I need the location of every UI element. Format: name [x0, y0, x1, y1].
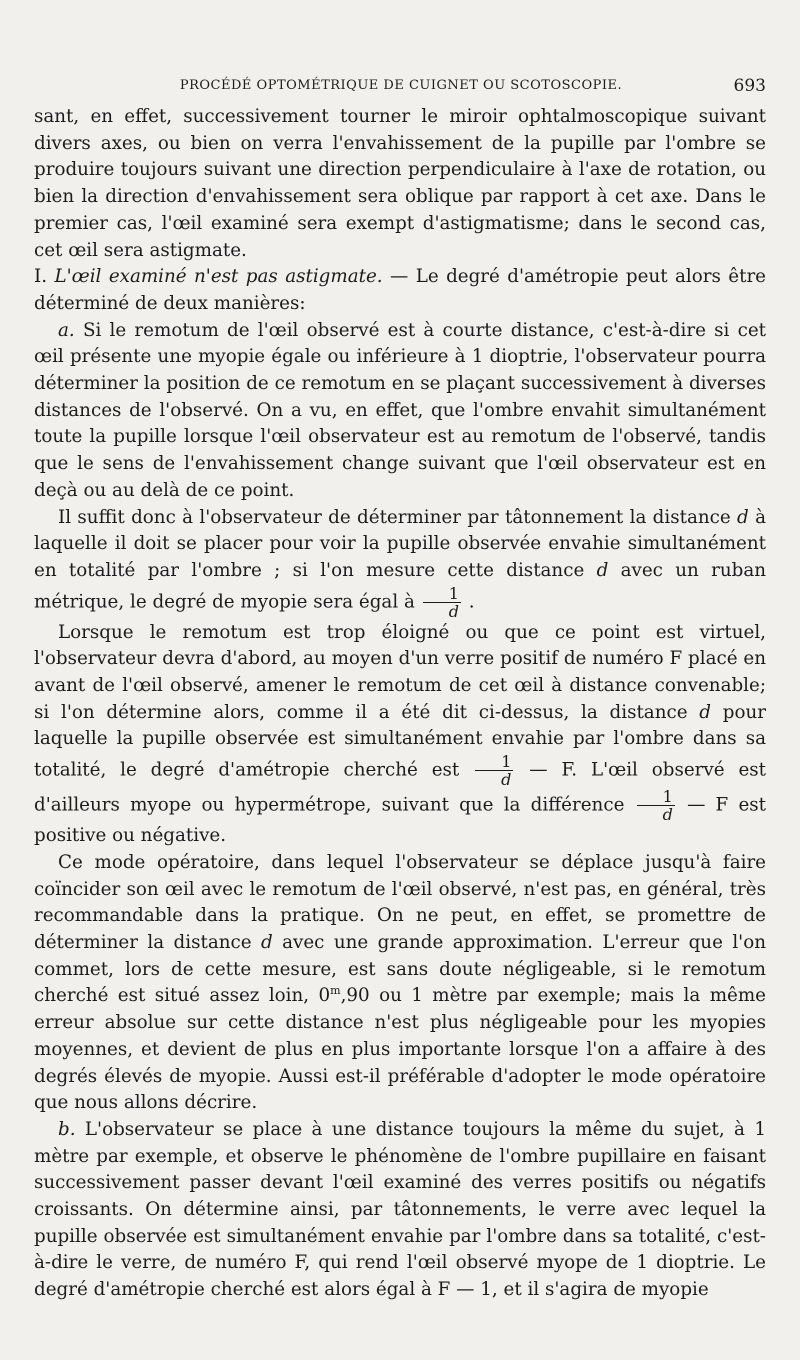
fraction-numerator: 1	[637, 788, 675, 806]
fraction-numerator: 1	[423, 585, 461, 603]
paragraph-5-text-c: — F. L'œil observé est d'ailleurs myope ou hypermétrope, suivant que la différence	[34, 759, 766, 816]
body-text	[34, 104, 766, 1304]
paragraph-4-text-c: avec un ruban métrique, le degré de myopie sera égal à	[34, 559, 766, 613]
variable-d: d	[596, 559, 609, 581]
variable-d: d	[699, 701, 711, 723]
paragraph-4	[34, 505, 766, 620]
paragraph-6-text-c: ,90 ou 1 mètre par exemple; mais la même erreur absolue sur cette distance n'est plus négligeable pour les myopies moyennes, et devient de plus en plus importante lorsque l'on a affaire à des degrés élevés de myopie. Aussi est-il préférable d'adopter le mode opératoire que nous allons décrire.	[34, 985, 767, 1114]
paragraph-6	[34, 850, 766, 1117]
paragraph-7-text: L'observateur se place à une distance toujours la même du sujet, à 1 mètre par exemple, et observe le phénomène de l'ombre pupillaire en faisant successivement passer devant l'œil examiné des verres positifs ou négatifs croissants. On détermine ainsi, par tâtonnements, le verre avec lequel la pupille observée est simultanément envahie par l'ombre dans sa totalité, c'est-à-dire le verre, de numéro F, qui rend l'œil observé myope de 1 dioptrie. Le degré d'amétropie cherché est alors égal à F — 1, et il s'agira de myopie	[34, 1118, 766, 1301]
paragraph-4-text-b: à laquelle il doit se placer pour voir la pupille observée envahie simultanément en totalité par l'ombre ; si l'on mesure cette distance	[34, 506, 766, 581]
paragraph-4-end: .	[462, 591, 475, 613]
paragraph-3-text: Si le remotum de l'œil observé est à courte distance, c'est-à-dire si cet œil présente une myopie égale ou inférieure à 1 dioptrie, l'observateur pourra déterminer la position de ce remotum en se plaçant successivement à diverses distances de l'observé. On a vu, en effet, que l'ombre envahit simultanément toute la pupille lorsque l'œil observateur est au remotum de l'observé, tandis que le sens de l'envahissement change suivant que l'œil observateur est en deçà ou au delà de ce point.	[34, 319, 766, 501]
unit-superscript: m	[330, 984, 341, 998]
page-number: 693	[733, 76, 766, 96]
item-letter-a: a.	[58, 319, 75, 341]
paragraph-1: sant, en effet, successivement tourner le miroir ophtalmoscopique suivant divers axes, ou bien on verra l'envahissement de la pupille par l'ombre se produire toujours suivant une direction perpendiculaire à l'axe de rotation, ou bien la direction d'envahissement sera oblique par rapport à cet axe. Dans le premier cas, l'œil examiné sera exempt d'astigmatisme; dans le second cas, cet œil sera astigmate.	[34, 106, 766, 261]
paragraph-4-text-a: Il suffit donc à l'observateur de déterminer par tâtonnement la distance	[58, 506, 738, 528]
variable-d: d	[737, 506, 749, 528]
paragraph-5	[34, 620, 766, 850]
page-header	[36, 76, 766, 98]
paragraph-6-text-b: avec une grande approximation. L'erreur que l'on commet, lors de cette mesure, est sans doute négligeable, si le remotum cherché est situé assez loin, 0	[34, 931, 766, 1007]
fraction-one-over-d	[637, 788, 675, 823]
paragraph-6-text-a: Ce mode opératoire, dans lequel l'observateur se déplace jusqu'à faire coïncider son œil avec le remotum de l'œil observé, n'est pas, en général, très recommandable dans la pratique. On ne peut, en effet, se promettre de déterminer la distance	[34, 851, 766, 953]
fraction-numerator: 1	[475, 753, 513, 771]
fraction-denominator: d	[501, 770, 512, 790]
running-title: PROCÉDÉ OPTOMÉTRIQUE DE CUIGNET OU SCOTOSCOPIE.	[179, 78, 623, 93]
fraction-denominator: d	[662, 805, 673, 825]
item-letter-b: b.	[58, 1118, 76, 1140]
paragraph-7	[34, 1117, 766, 1304]
paragraph-2-text: — Le degré d'amétropie peut alors être déterminé de deux manières:	[34, 266, 766, 314]
section-number: I.	[34, 266, 48, 288]
variable-d: d	[261, 931, 273, 953]
paragraph-5-text-a: Lorsque le remotum est trop éloigné ou que ce point est virtuel, l'observateur devra d'abord, au moyen d'un verre positif de numéro F placé en avant de l'œil observé, amener le remotum de cet œil à distance convenable; si l'on détermine alors, comme il a été dit ci-dessus, la distance	[34, 621, 766, 723]
paragraph-3	[34, 318, 766, 505]
paragraph-2	[34, 264, 766, 317]
fraction-denominator: d	[448, 601, 459, 621]
section-heading: L'œil examiné n'est pas astigmate.	[54, 266, 383, 288]
fraction-one-over-d	[475, 753, 513, 788]
fraction-one-over-d	[423, 585, 461, 620]
paragraph-5-text-b: pour laquelle la pupille observée est simultanément envahie par l'ombre dans sa totalité, le degré d'amétropie cherché est	[34, 701, 766, 781]
paragraph-5-end: — F est positive ou négative.	[34, 794, 766, 847]
